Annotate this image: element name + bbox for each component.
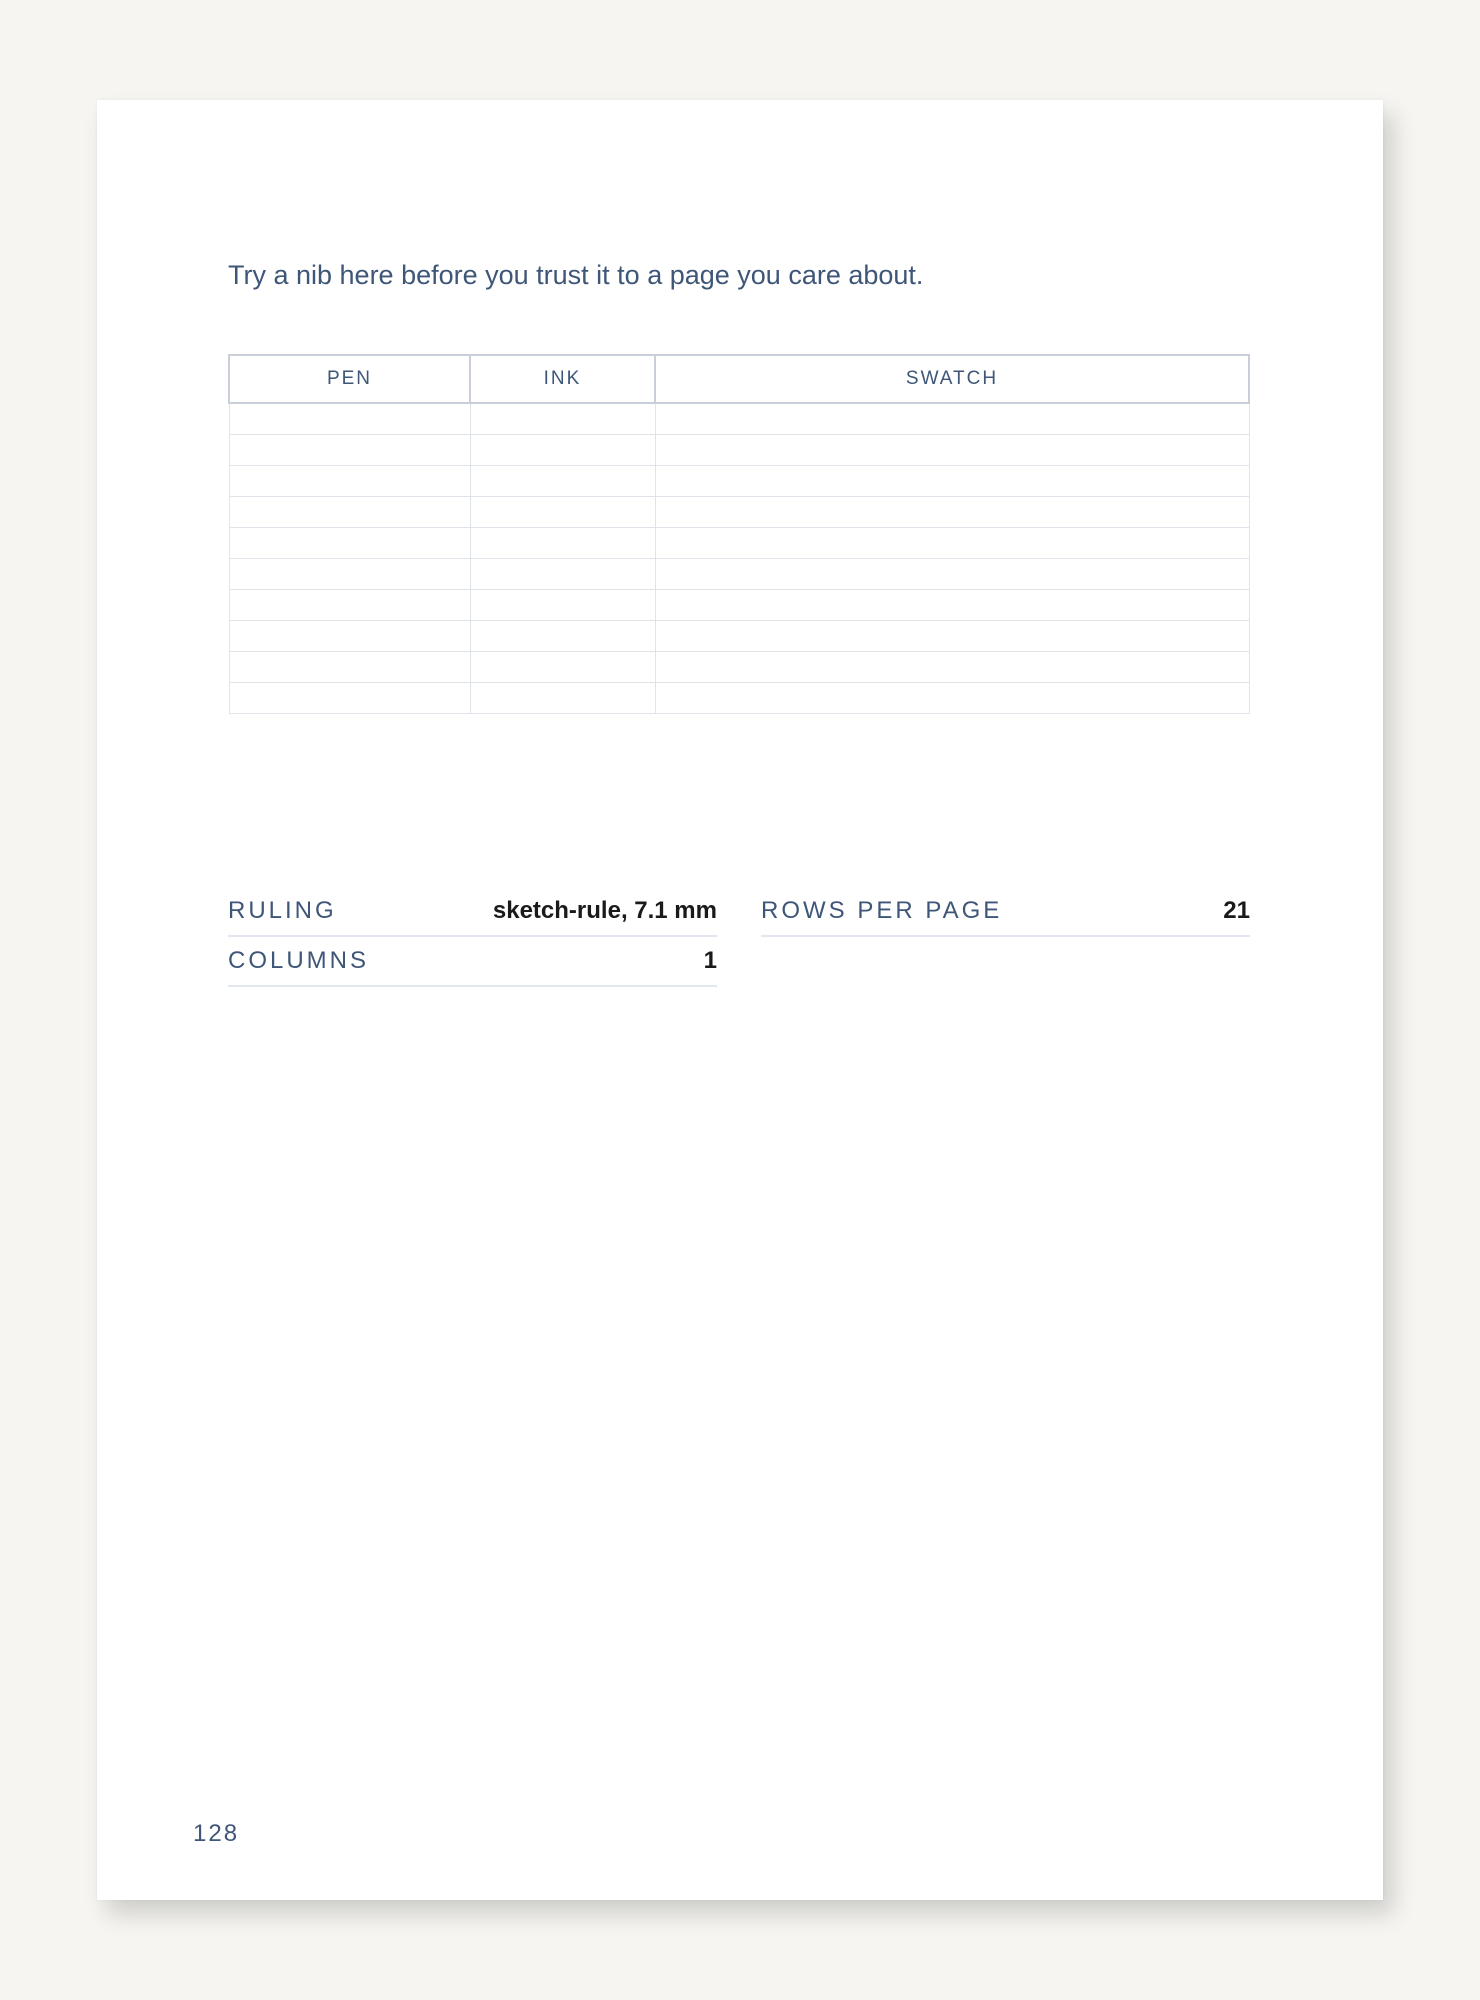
- spec-columns-label: COLUMNS: [228, 947, 370, 974]
- table-row: [229, 590, 1249, 621]
- swatch-cell: [655, 683, 1249, 714]
- table-row: [229, 497, 1249, 528]
- intro-text: Try a nib here before you trust it to a page you care about.: [228, 260, 924, 290]
- table-row: [229, 528, 1249, 559]
- table-row: [229, 559, 1249, 590]
- spec-rows-per-page-label: ROWS PER PAGE: [761, 897, 1003, 924]
- spec-ruling-label: RULING: [228, 897, 337, 924]
- swatch-cell: [655, 559, 1249, 590]
- table-row: [229, 466, 1249, 497]
- table-body: [229, 403, 1249, 714]
- ink-cell: [470, 528, 655, 559]
- notebook-page: [97, 100, 1383, 1900]
- swatch-cell: [655, 652, 1249, 683]
- pen-cell: [229, 497, 470, 528]
- pen-cell: [229, 466, 470, 497]
- header-ink: INK: [470, 355, 655, 403]
- pen-cell: [229, 435, 470, 466]
- pen-ink-log-table: [228, 354, 1250, 714]
- table-row: [229, 621, 1249, 652]
- swatch-cell: [655, 403, 1249, 435]
- spec-rows-per-page: [761, 887, 1250, 937]
- spec-rows-per-page-value: 21: [1223, 897, 1250, 924]
- table-row: [229, 652, 1249, 683]
- swatch-cell: [655, 621, 1249, 652]
- spec-columns: [228, 937, 717, 987]
- pen-cell: [229, 559, 470, 590]
- swatch-cell: [655, 590, 1249, 621]
- ink-cell: [470, 559, 655, 590]
- spec-ruling-value: sketch-rule, 7.1 mm: [492, 897, 717, 924]
- spec-ruling: [228, 887, 717, 937]
- swatch-cell: [655, 528, 1249, 559]
- ink-cell: [470, 590, 655, 621]
- spec-columns-value: 1: [703, 947, 717, 974]
- ink-cell: [470, 497, 655, 528]
- swatch-cell: [655, 435, 1249, 466]
- table-row: [229, 435, 1249, 466]
- ink-cell: [470, 403, 655, 435]
- pen-cell: [229, 590, 470, 621]
- table-header-row: [229, 355, 1249, 403]
- pen-cell: [229, 683, 470, 714]
- ink-cell: [470, 621, 655, 652]
- pen-cell: [229, 528, 470, 559]
- pen-cell: [229, 621, 470, 652]
- pen-cell: [229, 652, 470, 683]
- table-row: [229, 403, 1249, 435]
- ink-cell: [470, 652, 655, 683]
- ink-cell: [470, 435, 655, 466]
- swatch-cell: [655, 497, 1249, 528]
- header-pen: PEN: [229, 355, 470, 403]
- ink-cell: [470, 466, 655, 497]
- ink-cell: [470, 683, 655, 714]
- page-number: 128: [193, 1820, 240, 1847]
- pen-cell: [229, 403, 470, 435]
- header-swatch: SWATCH: [655, 355, 1249, 403]
- swatch-cell: [655, 466, 1249, 497]
- table-row: [229, 683, 1249, 714]
